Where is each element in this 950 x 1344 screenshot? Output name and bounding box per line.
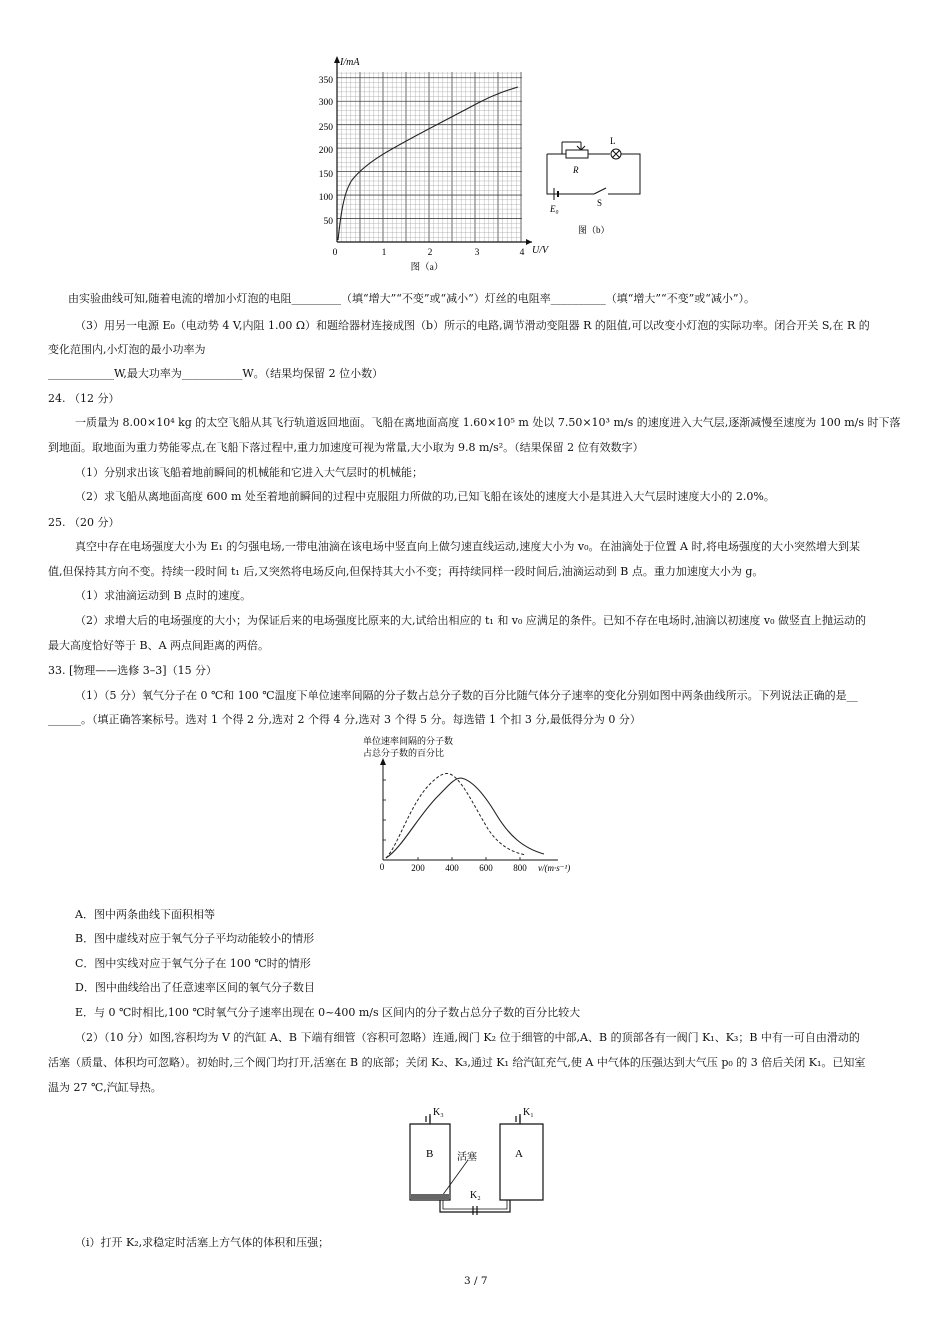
cylinder-b — [410, 1124, 450, 1200]
q33-header: 33. [物理——选修 3–3]（15 分） — [48, 664, 218, 677]
dist-x-axis-label: v/(m·s⁻¹) — [538, 863, 571, 873]
connecting-tube-inner — [443, 1200, 507, 1209]
q33-option-d: D．图中曲线给出了任意速率区间的氧气分子数目 — [75, 981, 315, 994]
x-tick-label: 2 — [427, 248, 433, 258]
piston-label: 活塞 — [457, 1152, 477, 1163]
q23-line4: ____________W,最大功率为___________W。（结果均保留 2 位小数） — [48, 367, 384, 380]
y-tick-labels — [319, 76, 334, 227]
q33-option-c: C．图中实线对应于氧气分子在 100 ℃时的情形 — [75, 957, 311, 970]
x-tick-label: 1 — [381, 248, 387, 258]
switch-icon — [594, 188, 606, 194]
q24-header: 24. （12 分） — [48, 392, 120, 405]
cylinder-a-label: A — [515, 1148, 523, 1160]
dist-x-tick-label: 800 — [513, 863, 527, 873]
piston-pointer — [442, 1160, 468, 1196]
y-tick-label: 200 — [318, 146, 333, 156]
q24-para2: 到地面。取地面为重力势能零点,在飞船下落过程中,重力加速度可视为常量,大小取为 9.8 m/s²。（结果保留 2 位有效数字） — [48, 441, 644, 454]
q24-sub1: （1）分别求出该飞船着地前瞬间的机械能和它进入大气层时的机械能； — [75, 466, 423, 479]
graph-grid — [337, 72, 522, 242]
figure-b-circuit — [540, 132, 650, 242]
connecting-tube — [440, 1200, 510, 1212]
figure-speed-distribution — [358, 734, 593, 876]
y-tick-label: 100 — [318, 193, 333, 203]
iu-curve — [338, 87, 518, 240]
dist-x-tick-label: 200 — [411, 863, 425, 873]
dist-x-tick-labels — [380, 862, 528, 873]
valve-k1-label: K₁ — [523, 1107, 534, 1118]
q33-option-a: A．图中两条曲线下面积相等 — [75, 908, 215, 921]
q23-line1: 由实验曲线可知,随着电流的增加小灯泡的电阻_________（填“增大”“不变”或“减小”）灯丝的电阻率__________（填“增大”“不变”或“减小”）。 — [68, 292, 755, 305]
rheostat-label: R — [573, 165, 579, 175]
x-tick-labels — [333, 248, 525, 258]
q33-part2-para1: （2）（10 分）如图,容积均为 V 的汽缸 A、B 下端有细管（容积可忽略）连通,阀门 K₂ 位于细管的中部,A、B 的顶部各有一阀门 K₁、K₃；B 中有一可自由滑动的 — [75, 1031, 860, 1044]
q25-sub1: （1）求油滴运动到 B 点时的速度。 — [75, 589, 252, 602]
source-label: E₀ — [550, 204, 559, 214]
figure-a-caption: 图（a） — [410, 263, 444, 273]
q33-sub-i: （i）打开 K₂,求稳定时活塞上方气体的体积和压强； — [75, 1236, 330, 1249]
q33-para1: （1）（5 分）氧气分子在 0 ℃和 100 ℃温度下单位速率间隔的分子数占总分子数的百分比随气体分子速率的变化分别如图中两条曲线所示。下列说法正确的是__ — [75, 689, 858, 702]
dist-x-tick-label: 400 — [445, 863, 459, 873]
q33-part2-para3: 温为 27 ℃,汽缸导热。 — [48, 1081, 162, 1094]
slider-arrow-icon — [577, 142, 585, 150]
x-axis-label: U/V — [532, 245, 549, 256]
dist-x-tick-label: 0 — [379, 862, 385, 872]
q24-para1: 一质量为 8.00×10⁴ kg 的太空飞船从其飞行轨道返回地面。飞船在离地面高度 1.60×10⁵ m 处以 7.50×10³ m/s 的速度进入大气层,逐渐减慢至速度为 100 m/s 时下落 — [75, 416, 901, 429]
dist-x-tick-label: 600 — [479, 863, 493, 873]
dist-y-arrow-icon — [380, 758, 386, 765]
lamp-cross — [613, 151, 620, 158]
y-tick-label: 150 — [318, 170, 333, 180]
x-tick-label: 3 — [474, 248, 480, 258]
x-tick-label: 4 — [519, 248, 525, 258]
y-tick-label: 50 — [323, 217, 333, 227]
dist-y-label-2: 占总分子数的百分比 — [363, 748, 445, 758]
page-number: 3 / 7 — [464, 1275, 488, 1287]
q23-line3: 变化范围内,小灯泡的最小功率为 — [48, 343, 206, 356]
y-tick-label: 350 — [318, 76, 333, 86]
q25-para2: 值,但保持其方向不变。持续一段时间 t₁ 后,又突然将电场反向,但保持其大小不变；再持续同样一段时间后,油滴运动到 B 点。重力加速度大小为 g。 — [48, 565, 764, 578]
y-tick-label: 300 — [318, 98, 333, 108]
valve-k3-label: K₃ — [433, 1107, 444, 1118]
figure-cylinders — [400, 1102, 560, 1222]
figure-b-caption: 图（b） — [578, 225, 610, 235]
dashed-curve-0c — [386, 773, 526, 858]
q25-sub2a: （2）求增大后的电场强度的大小；为保证后来的电场强度比原来的大,试给出相应的 t₁ 和 v₀ 应满足的条件。已知不存在电场时,油滴以初速度 v₀ 做竖直上抛运动的 — [75, 614, 867, 627]
y-tick-label: 250 — [318, 123, 333, 133]
q33-part2-para2: 活塞（质量、体积均可忽略）。初始时,三个阀门均打开,活塞在 B 的底部；关闭 K₂、K₃,通过 K₁ 给汽缸充气,使 A 中气体的压强达到大气压 p₀ 的 3 倍后关闭 K₁。已知室 — [48, 1056, 866, 1069]
q33-para2: ______。（填正确答案标号。选对 1 个得 2 分,选对 2 个得 4 分,选对 3 个得 5 分。每选错 1 个扣 3 分,最低得分为 0 分） — [48, 713, 641, 726]
x-tick-label: 0 — [332, 248, 338, 258]
q25-sub2b: 最大高度恰好等于 B、A 两点间距离的两倍。 — [48, 639, 270, 652]
valve-k2-label: K₂ — [470, 1190, 481, 1201]
figure-a-iu-graph — [300, 52, 549, 277]
circuit-wire — [608, 154, 640, 194]
cylinder-a — [500, 1124, 543, 1200]
piston-icon — [411, 1194, 449, 1199]
q33-option-b: B．图中虚线对应于氧气分子平均动能较小的情形 — [75, 932, 315, 945]
q24-sub2: （2）求飞船从离地面高度 600 m 处至着地前瞬间的过程中克服阻力所做的功,已知飞船在该处的速度大小是其进入大气层时速度大小的 2.0%。 — [75, 490, 775, 503]
dist-y-label-1: 单位速率间隔的分子数 — [363, 736, 454, 746]
q33-option-e: E．与 0 ℃时相比,100 ℃时氧气分子速率出现在 0~400 m/s 区间内的分子数占总分子数的百分比较大 — [75, 1006, 581, 1019]
cylinder-b-label: B — [426, 1148, 434, 1160]
switch-label: S — [597, 198, 603, 208]
lamp-label: L — [610, 136, 616, 146]
q23-line2: （3）用另一电源 E₀（电动势 4 V,内阻 1.00 Ω）和题给器材连接成图（b）所示的电路,调节滑动变阻器 R 的阻值,可以改变小灯泡的实际功率。闭合开关 S,在 R 的 — [75, 319, 870, 332]
q25-header: 25. （20 分） — [48, 516, 120, 529]
y-axis-label: I/mA — [340, 57, 360, 68]
q25-para1: 真空中存在电场强度大小为 E₁ 的匀强电场,一带电油滴在该电场中竖直向上做匀速直线运动,速度大小为 v₀。在油滴处于位置 A 时,将电场强度的大小突然增大到某 — [75, 540, 860, 553]
rheostat-icon — [566, 150, 588, 158]
